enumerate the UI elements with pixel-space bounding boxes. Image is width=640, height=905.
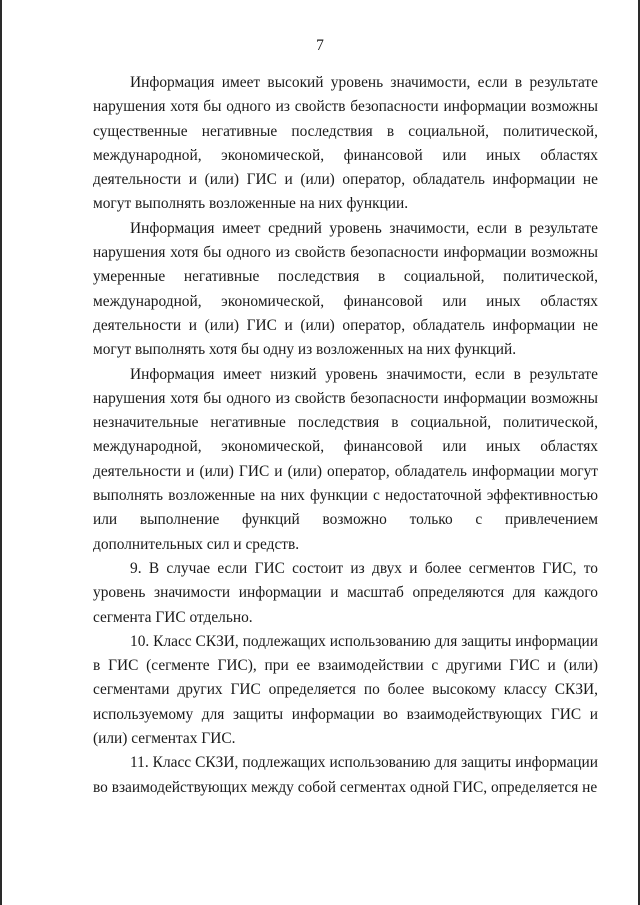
paragraph-high-significance: Информация имеет высокий уровень значимости, если в результате нарушения хотя бы одного из свойств безопасности информации возможны существенные негативные последствия в социальной, политической, международной, экономической, финансовой или иных областях деятельности и (или) ГИС и (или) оператор, обладатель информации не могут выполнять возложенные на них функции.: [93, 74, 598, 213]
page-number: 7: [316, 37, 324, 54]
document-body: [93, 71, 598, 800]
paragraph-medium-significance: Информация имеет средний уровень значимости, если в результате нарушения хотя бы одного из свойств безопасности информации возможны умеренные негативные последствия в социальной, политической, международной, экономической, финансовой или иных областях деятельности и (или) ГИС и (или) оператор, обладатель информации не могут выполнять хотя бы одну из возложенных на них функций.: [93, 219, 598, 359]
paragraph-item-10: 10. Класс СКЗИ, подлежащих использованию для защиты информации в ГИС (сегменте ГИС), при ее взаимодействии с другими ГИС и (или) сегментами других ГИС определяется по более высокому классу СКЗИ, используемому для защиты информации во взаимодействующих ГИС и (или) сегментах ГИС.: [93, 632, 598, 748]
scan-edge-left: [0, 0, 2, 905]
paragraph-item-11: 11. Класс СКЗИ, подлежащих использованию для защиты информации во взаимодействующих между собой сегментах одной ГИС, определяется не: [93, 754, 598, 796]
paragraph-item-9: 9. В случае если ГИС состоит из двух и более сегментов ГИС, то уровень значимости информации и масштаб определяются для каждого сегмента ГИС отдельно.: [93, 559, 598, 626]
paragraph-low-significance: Информация имеет низкий уровень значимости, если в результате нарушения хотя бы одного из свойств безопасности информации возможны незначительные негативные последствия в социальной, политической, международной, экономической, финансовой или иных областях деятельности и (или) ГИС и (или) оператор, обладатель информации могут выполнять возложенные на них функции с недостаточной эффективностью или выполнение функций возможно только с привлечением дополнительных сил и средств.: [93, 365, 598, 553]
